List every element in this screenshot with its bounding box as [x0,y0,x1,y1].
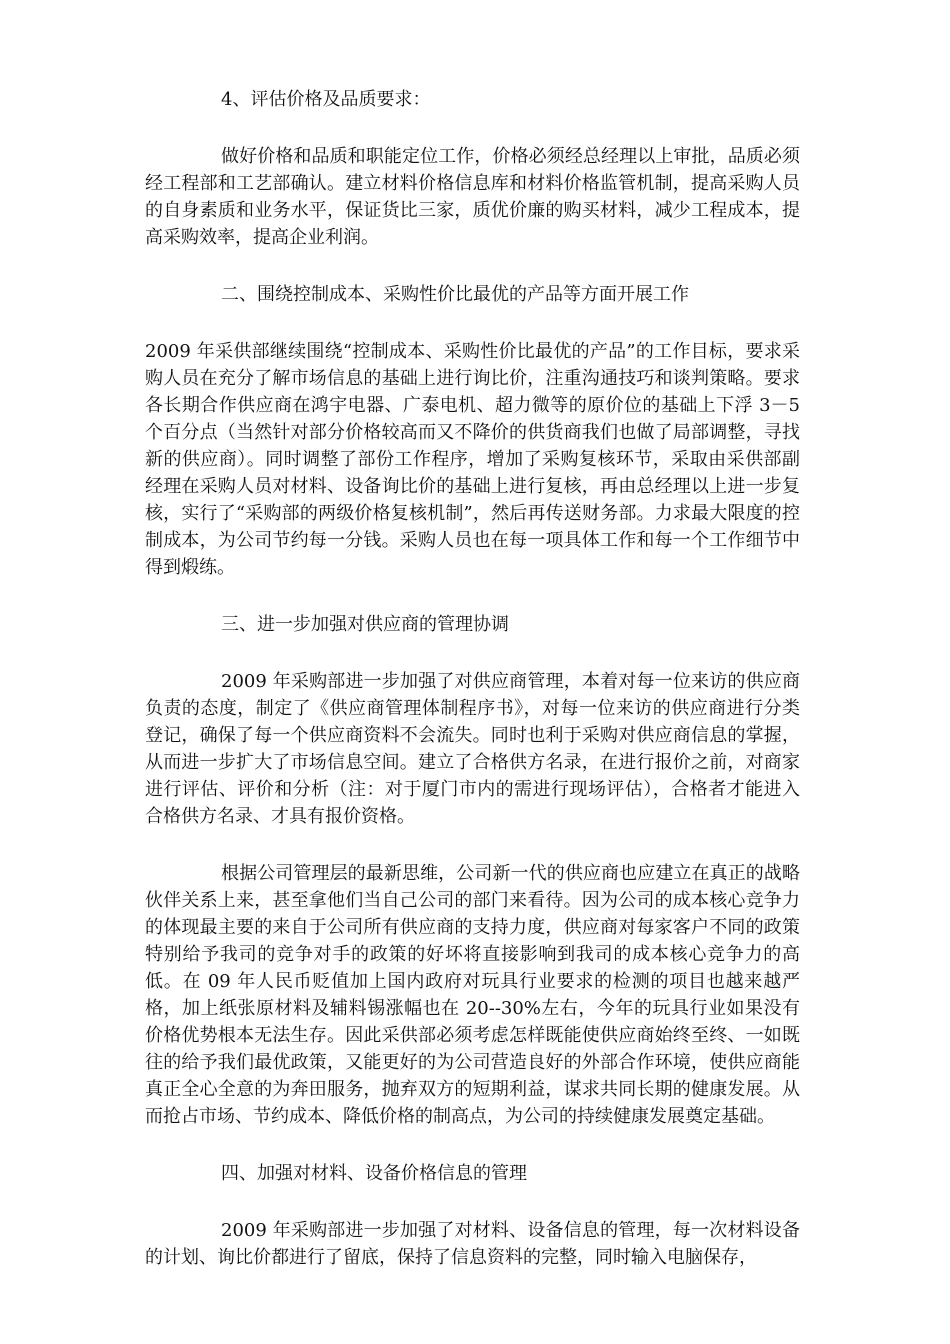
section-heading-price-quality: 4、评估价格及品质要求： [221,89,431,110]
section-heading-price-information: 四、加强对材料、设备价格信息的管理 [221,1163,527,1184]
section-heading-supplier-management: 三、进一步加强对供应商的管理协调 [221,614,509,635]
paragraph-supplier-management: 2009 年采购部进一步加强了对供应商管理，本着对每一位来访的供应商负责的态度，制定了《供应商管理体制程序书》，对每一位来访的供应商进行分类登记，确保了每一个供应商资料不会流失。同时也利于采购对供应商信息的掌握，从而进一步扩大了市场信息空间。建立了合格供方名录，在进行报价之前，对商家进行评估、评价和分析（注：对于厦门市内的需进行现场评估），合格者才能进入合格供方名录、才具有报价资格。 [145,671,800,827]
section-heading-cost-control: 二、围绕控制成本、采购性价比最优的产品等方面开展工作 [221,284,689,305]
paragraph-price-quality: 做好价格和品质和职能定位工作，价格必须经总经理以上审批，品质必须经工程部和工艺部确认。建立材料价格信息库和材料价格监管机制，提高采购人员的自身素质和业务水平，保证货比三家，质优价廉的购买材料，减少工程成本，提高采购效率，提高企业利润。 [145,146,800,248]
paragraph-strategic-partners: 根据公司管理层的最新思维，公司新一代的供应商也应建立在真正的战略伙伴关系上来，甚至拿他们当自己公司的部门来看待。因为公司的成本核心竞争力的体现最主要的来自于公司所有供应商的支持力度，供应商对每家客户不同的政策特别给予我司的竞争对手的政策的好坏将直接影响到我司的成本核心竞争力的高低。在 09 年人民币贬值加上国内政府对玩具行业要求的检测的项目也越来越严格，加上纸张原材料及辅料锡涨幅也在 20--30%左右，今年的玩具行业如果没有价格优势根本无法生存。因此采供部必须考虑怎样既能使供应商始终至终、一如既往的给予我们最优政策，又能更好的为公司营造良好的外部合作环境，使供应商能真正全心全意的为奔田服务，抛弃双方的短期利益，谋求共同长期的健康发展。从而抢占市场、节约成本、降低价格的制高点，为公司的持续健康发展奠定基础。 [145,863,800,1127]
paragraph-cost-control: 2009 年采供部继续围绕“控制成本、采购性价比最优的产品”的工作目标，要求采购人员在充分了解市场信息的基础上进行询比价，注重沟通技巧和谈判策略。要求各长期合作供应商在鸿宇电器、广泰电机、超力微等的原价位的基础上下浮 3－5 个百分点（当然针对部分价格较高而又不降价的供货商我们也做了局部调整，寻找新的供应商）。同时调整了部份工作程序，增加了采购复核环节，采取由采供部副经理在采购人员对材料、设备询比价的基础上进行复核，再由总经理以上进一步复核，实行了“采购部的两级价格复核机制”，然后再传送财务部。力求最大限度的控制成本，为公司节约每一分钱。采购人员也在每一项具体工作和每一个工作细节中得到煅练。 [145,341,800,578]
paragraph-price-information: 2009 年采购部进一步加强了对材料、设备信息的管理，每一次材料设备的计划、询比价都进行了留底，保持了信息资料的完整，同时输入电脑保存， [145,1220,800,1268]
